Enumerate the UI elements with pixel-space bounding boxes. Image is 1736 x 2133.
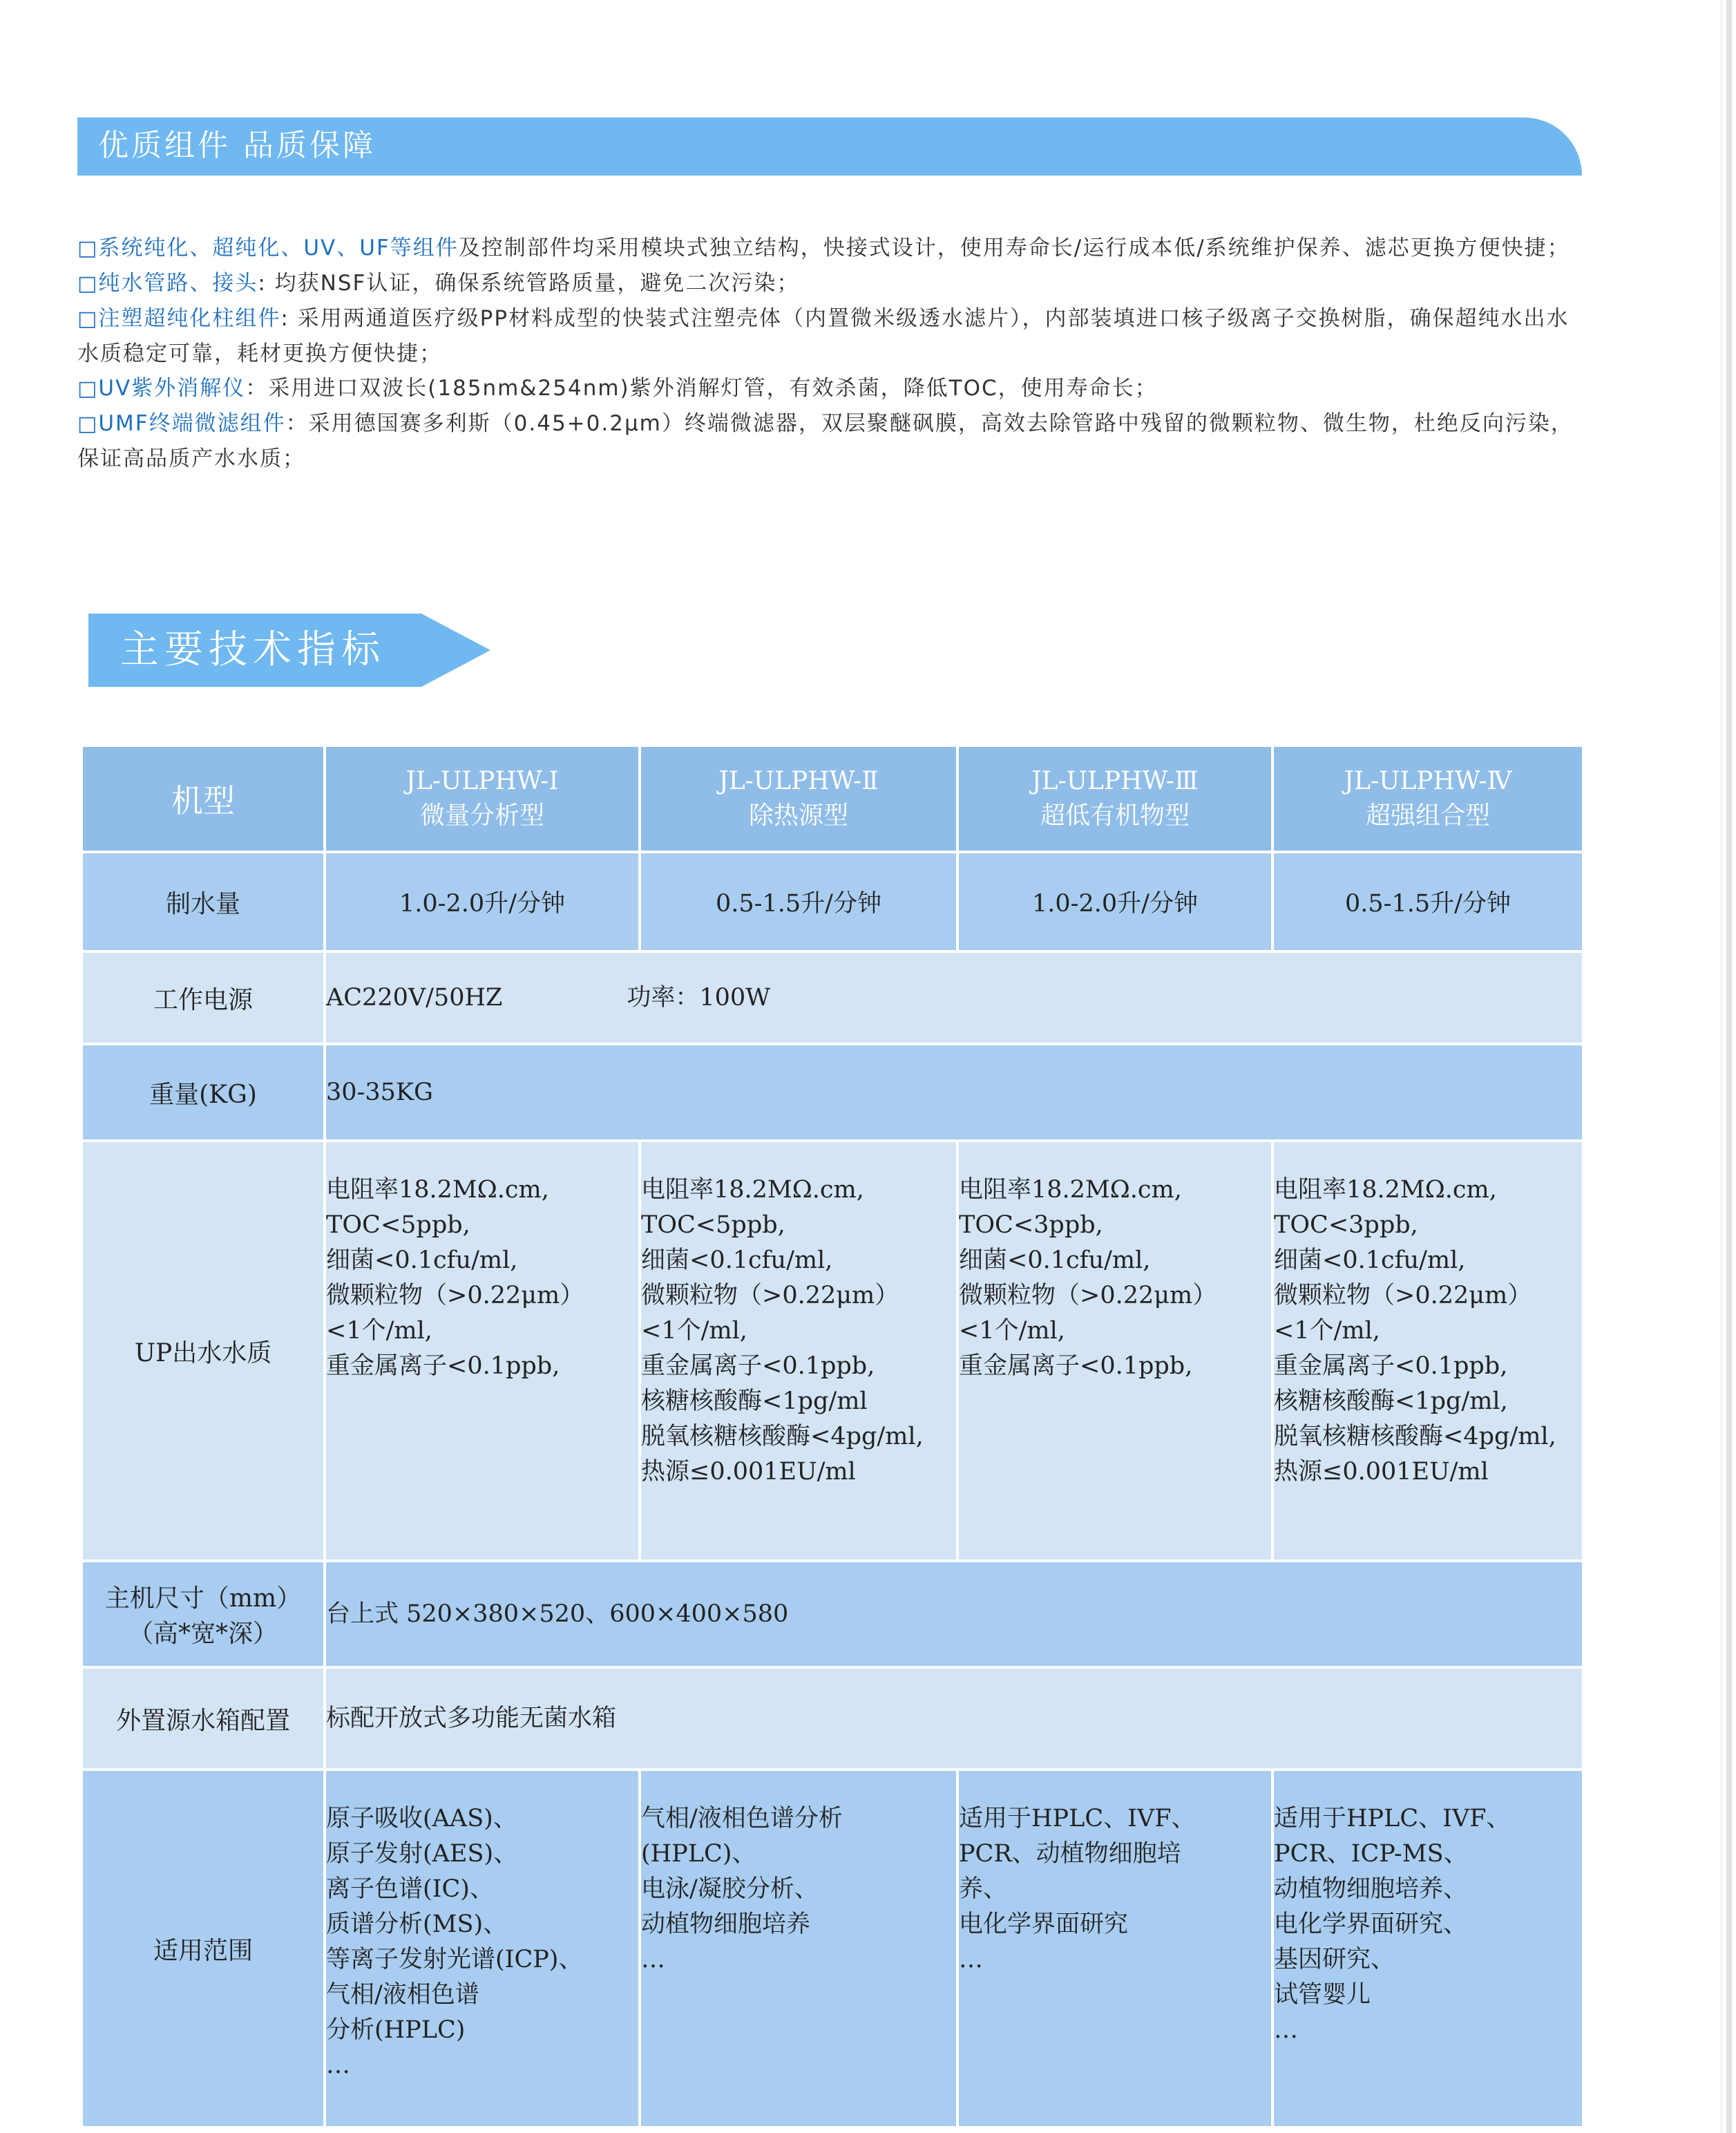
table-cell: 台上式 520×380×520、600×400×580 bbox=[325, 1561, 1583, 1667]
table-cell: 0.5-1.5升/分钟 bbox=[1272, 852, 1583, 951]
row-label: 工作电源 bbox=[82, 951, 325, 1044]
table-cell: 1.0-2.0升/分钟 bbox=[325, 852, 640, 951]
feature-item bbox=[77, 231, 1590, 266]
row-label: UP出水水质 bbox=[82, 1141, 325, 1561]
table-cell: 电阻率18.2MΩ.cm, TOC<3ppb, 细菌<0.1cfu/ml, 微颗粒物（>0.22μm） <1个/ml, 重金属离子<0.1ppb, 核糖核酸酶<1pg/ml, 脱氧核糖核酸酶<4pg/ml, 热源≤0.001EU/ml bbox=[1272, 1141, 1583, 1561]
model-header-cell bbox=[1272, 746, 1583, 852]
feature-key: 系统纯化、超纯化、UV、UF等组件 bbox=[98, 236, 459, 260]
table-header-row bbox=[82, 746, 1583, 852]
model-name: 微量分析型 bbox=[419, 802, 544, 830]
quality-components-header bbox=[77, 117, 1582, 176]
feature-key: UMF终端微滤组件 bbox=[98, 411, 286, 436]
feature-text: : 采用两通道医疗级PP材料成型的快装式注塑壳体（内置微米级透水滤片），内部装填进口核子级离子交换树脂，确保超纯水出水水质稳定可靠，耗材更换方便快捷； bbox=[77, 306, 1570, 366]
section-title: 主要技术指标 bbox=[120, 627, 385, 672]
model-name: 除热源型 bbox=[748, 802, 848, 830]
table-cell: 适用于HPLC、IVF、 PCR、动植物细胞培 养、 电化学界面研究 … bbox=[957, 1770, 1272, 2127]
power-wattage: 功率：100W bbox=[627, 983, 771, 1012]
checkbox-icon: □ bbox=[77, 412, 99, 436]
table-row bbox=[82, 951, 1583, 1044]
table-cell: 原子吸收(AAS)、 原子发射(AES)、 离子色谱(IC)、 质谱分析(MS)、 等离子发射光谱(ICP)、 气相/液相色谱 分析(HPLC) … bbox=[325, 1770, 640, 2127]
row-label-line: 主机尺寸（mm） bbox=[104, 1584, 302, 1613]
power-voltage: AC220V/50HZ bbox=[326, 983, 503, 1012]
table-cell: 适用于HPLC、IVF、 PCR、ICP-MS、 动植物细胞培养、 电化学界面研究、 基因研究、 试管婴儿 … bbox=[1272, 1770, 1583, 2127]
table-row bbox=[82, 1141, 1583, 1561]
table-cell: 电阻率18.2MΩ.cm, TOC<5ppb, 细菌<0.1cfu/ml, 微颗粒物（>0.22μm） <1个/ml, 重金属离子<0.1ppb, 核糖核酸酶<1pg/ml 脱氧核糖核酸酶<4pg/ml, 热源≤0.001EU/ml bbox=[640, 1141, 957, 1561]
page-edge-line bbox=[1721, 0, 1722, 2133]
feature-key: UV紫外消解仪 bbox=[98, 376, 246, 401]
model-header-cell bbox=[325, 746, 640, 852]
spec-table bbox=[80, 744, 1585, 2129]
row-label-line: （高*宽*深） bbox=[128, 1620, 278, 1648]
feature-text: : 均获NSF认证，确保系统管路质量，避免二次污染； bbox=[258, 271, 800, 296]
checkbox-icon: □ bbox=[77, 272, 99, 296]
page-edge-shadow bbox=[1726, 0, 1732, 2133]
model-name: 超强组合型 bbox=[1365, 802, 1490, 830]
table-cell: 30-35KG bbox=[325, 1044, 1583, 1141]
feature-item bbox=[77, 371, 1590, 406]
tech-specs-header bbox=[88, 614, 490, 687]
table-row bbox=[82, 852, 1583, 951]
table-cell: 电阻率18.2MΩ.cm, TOC<3ppb, 细菌<0.1cfu/ml, 微颗粒物（>0.22μm） <1个/ml, 重金属离子<0.1ppb, bbox=[957, 1141, 1272, 1561]
model-header-cell bbox=[640, 746, 957, 852]
checkbox-icon: □ bbox=[77, 307, 99, 331]
table-cell: 0.5-1.5升/分钟 bbox=[640, 852, 957, 951]
checkbox-icon: □ bbox=[77, 377, 99, 401]
row-label bbox=[82, 1561, 325, 1667]
checkbox-icon: □ bbox=[77, 236, 99, 260]
model-name: 超低有机物型 bbox=[1040, 802, 1190, 830]
table-cell: 电阻率18.2MΩ.cm, TOC<5ppb, 细菌<0.1cfu/ml, 微颗粒物（>0.22μm） <1个/ml, 重金属离子<0.1ppb, bbox=[325, 1141, 640, 1561]
row-label: 外置源水箱配置 bbox=[82, 1667, 325, 1770]
row-label: 适用范围 bbox=[82, 1770, 325, 2127]
feature-text: ：采用进口双波长(185nm&254nm)紫外消解灯管，有效杀菌，降低TOC，使用寿命长； bbox=[245, 376, 1158, 401]
table-cell: 1.0-2.0升/分钟 bbox=[957, 852, 1272, 951]
section-title: 优质组件 品质保障 bbox=[98, 128, 376, 163]
feature-key: 注塑超纯化柱组件 bbox=[98, 306, 281, 331]
model-code: JL-ULPHW-Ⅳ bbox=[1344, 767, 1512, 795]
model-code: JL-ULPHW-Ⅱ bbox=[718, 767, 879, 795]
table-row bbox=[82, 1561, 1583, 1667]
feature-list bbox=[77, 231, 1590, 476]
table-cell: 气相/液相色谱分析 (HPLC)、 电泳/凝胶分析、 动植物细胞培养 … bbox=[640, 1770, 957, 2127]
table-row bbox=[82, 1770, 1583, 2127]
table-cell: 标配开放式多功能无菌水箱 bbox=[325, 1667, 1583, 1770]
model-header-label: 机型 bbox=[82, 746, 325, 852]
feature-key: 纯水管路、接头 bbox=[98, 271, 258, 296]
table-cell bbox=[325, 951, 1583, 1044]
feature-item bbox=[77, 266, 1590, 301]
model-code: JL-ULPHW-Ⅲ bbox=[1031, 767, 1199, 795]
model-header-cell bbox=[957, 746, 1272, 852]
feature-text: ：采用德国赛多利斯（0.45+0.2μm）终端微滤器，双层聚醚砜膜，高效去除管路中残留的微颗粒物、微生物，杜绝反向污染，保证高品质产水水质； bbox=[77, 411, 1574, 471]
table-row bbox=[82, 1667, 1583, 1770]
model-code: JL-ULPHW-Ⅰ bbox=[406, 767, 559, 795]
row-label: 重量(KG) bbox=[82, 1044, 325, 1141]
row-label: 制水量 bbox=[82, 852, 325, 951]
feature-item bbox=[77, 301, 1590, 371]
table-row bbox=[82, 1044, 1583, 1141]
feature-item bbox=[77, 406, 1590, 476]
feature-text: 及控制部件均采用模块式独立结构，快接式设计，使用寿命长/运行成本低/系统维护保养、滤芯更换方便快捷； bbox=[458, 236, 1570, 260]
